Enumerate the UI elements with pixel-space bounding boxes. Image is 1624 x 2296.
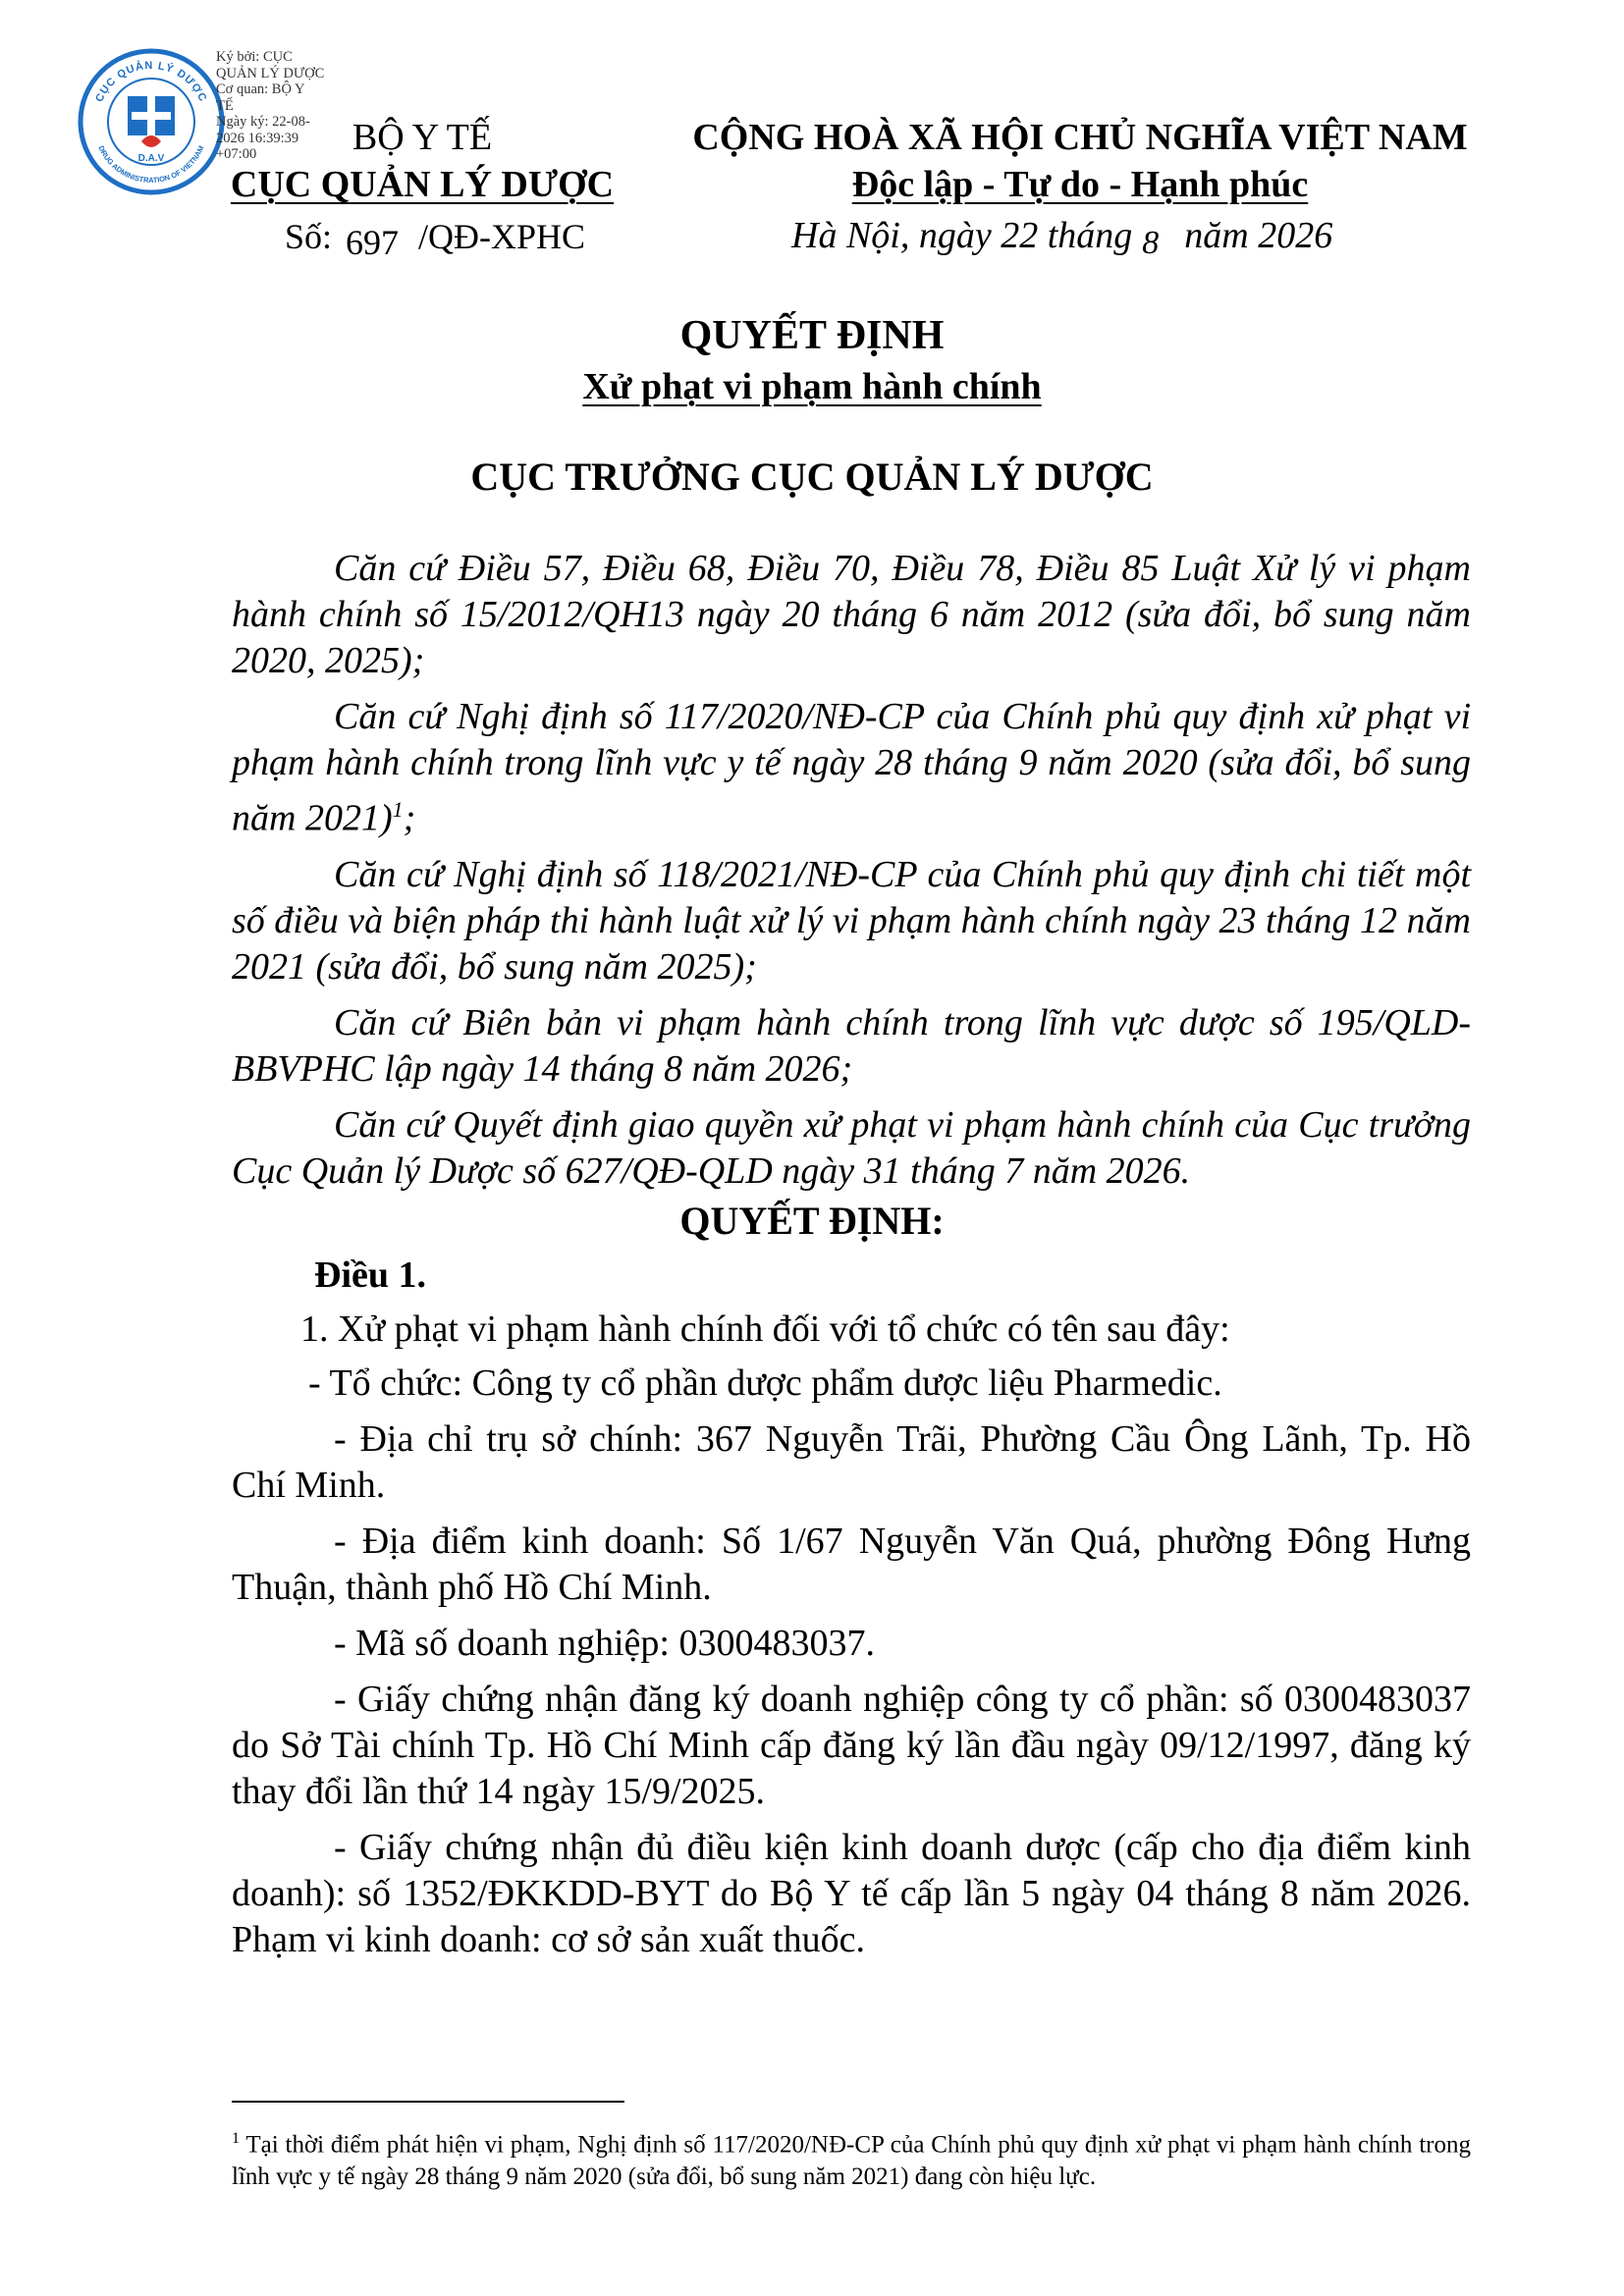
legal-basis-2-text: Căn cứ Nghị định số 117/2020/NĐ-CP của Chính phủ quy định xử phạt vi phạm hành chính trong lĩnh vực y tế ngày 28 tháng 9 năm 2020 (sửa đổi, bổ sung năm 2021) — [232, 696, 1471, 839]
enterprise-code: - Mã số doanh nghiệp: 0300483037. — [334, 1623, 875, 1664]
footnote-separator — [232, 2101, 624, 2103]
footnote-text: Tại thời điểm phát hiện vi phạm, Nghị định số 117/2020/NĐ-CP của Chính phủ quy định xử phạt vi phạm hành chính trong lĩnh vực y tế ngày 28 tháng 9 năm 2020 (sửa đổi, bổ sung năm 2021) đang còn hiệu lực. — [232, 2131, 1471, 2191]
svg-text:DRUG ADMINISTRATION OF VIETNAM: DRUG ADMINISTRATION OF VIETNAM — [96, 143, 206, 186]
document-title: QUYẾT ĐỊNH — [679, 313, 945, 358]
legal-basis-1: Căn cứ Điều 57, Điều 68, Điều 70, Điều 78, Điều 85 Luật Xử lý vi phạm hành chính số 15/2012/QH13 ngày 20 tháng 6 năm 2012 (sửa đổi, bổ sung năm 2020, 2025); — [232, 548, 1471, 681]
head-office-address: - Địa chỉ trụ sở chính: 367 Nguyễn Trãi, Phường Cầu Ông Lãnh, Tp. Hồ Chí Minh. — [232, 1418, 1471, 1506]
legal-basis-2 — [232, 694, 1471, 842]
decision-heading: QUYẾT ĐỊNH: — [679, 1199, 945, 1243]
legal-basis-5: Căn cứ Quyết định giao quyền xử phạt vi phạm hành chính của Cục trưởng Cục Quản lý Dược số 627/QĐ-QLD ngày 31 tháng 7 năm 2026. — [232, 1103, 1471, 1192]
date-month: 8 — [1142, 225, 1160, 261]
svg-text:CỤC QUẢN LÝ DƯỢC: CỤC QUẢN LÝ DƯỢC — [93, 59, 209, 104]
business-location: - Địa điểm kinh doanh: Số 1/67 Nguyễn Văn Quá, phường Đông Hưng Thuận, thành phố Hồ Chí Minh. — [232, 1521, 1471, 1608]
footnote-ref: 1 — [392, 797, 404, 822]
agency-name: CỤC QUẢN LÝ DƯỢC — [230, 164, 615, 205]
svg-text:D.A.V: D.A.V — [137, 153, 165, 164]
legal-bases — [232, 546, 1471, 1204]
legal-basis-2-end: ; — [403, 797, 416, 839]
national-motto: Độc lập - Tự do - Hạnh phúc — [851, 164, 1309, 205]
document-date — [791, 214, 1333, 261]
authority-heading: CỤC TRƯỞNG CỤC QUẢN LÝ DƯỢC — [470, 454, 1154, 499]
ministry-name: BỘ Y TẾ — [352, 117, 493, 158]
number-suffix: /QĐ-XPHC — [418, 217, 586, 256]
number-prefix: Số: — [285, 217, 333, 256]
number-value: 697 — [346, 223, 400, 262]
legal-basis-4: Căn cứ Biên bản vi phạm hành chính trong lĩnh vực dược số 195/QLD-BBVPHC lập ngày 14 tháng 8 năm 2026; — [232, 1001, 1471, 1090]
pharmacy-license: - Giấy chứng nhận đủ điều kiện kinh doanh dược (cấp cho địa điểm kinh doanh): số 1352/ĐKKDD-BYT do Bộ Y tế cấp lần 5 ngày 04 tháng 8 năm 2026. Phạm vi kinh doanh: cơ sở sản xuất thuốc. — [232, 1827, 1471, 1960]
date-year: năm 2026 — [1184, 215, 1333, 256]
article-1-heading: Điều 1. — [314, 1255, 426, 1296]
article-1 — [232, 1253, 1471, 1973]
document-number — [285, 216, 586, 262]
document-subtitle: Xử phạt vi phạm hành chính — [582, 366, 1042, 407]
national-header-block — [687, 114, 1473, 208]
signature-line: Cơ quan: BỘ Y — [216, 81, 305, 97]
date-day: 22 — [1001, 215, 1039, 256]
footnote-marker: 1 — [232, 2130, 240, 2147]
document-subtitle-wrap — [0, 365, 1624, 408]
date-prefix: Hà Nội, ngày — [791, 215, 992, 256]
footnote — [232, 2122, 1471, 2193]
country-name: CỘNG HOÀ XÃ HỘI CHỦ NGHĨA VIỆT NAM — [692, 117, 1468, 158]
signature-line: 2026 16:39:39 — [216, 130, 299, 146]
legal-basis-3: Căn cứ Nghị định số 118/2021/NĐ-CP của Chính phủ quy định chi tiết một số điều và biện pháp thi hành luật xử lý vi phạm hành chính ngày 23 tháng 12 năm 2021 (sửa đổi, bổ sung năm 2025); — [232, 853, 1471, 988]
issuing-agency-block — [177, 114, 668, 208]
signature-line: QUẢN LÝ DƯỢC — [216, 65, 325, 81]
organization-name: - Tổ chức: Công ty cổ phần dược phẩm dược liệu Pharmedic. — [308, 1362, 1222, 1404]
business-registration: - Giấy chứng nhận đăng ký doanh nghiệp công ty cổ phần: số 0300483037 do Sở Tài chính Tp. Hồ Chí Minh cấp đăng ký lần đầu ngày 09/12/1997, đăng ký thay đổi lần thứ 14 ngày 15/9/2025. — [232, 1679, 1471, 1812]
date-month-label: tháng — [1047, 215, 1133, 256]
signature-line: Ký bởi: CỤC — [216, 49, 293, 65]
signature-line: TẾ — [216, 97, 234, 114]
signature-line: Ngày ký: 22-08- — [216, 114, 310, 130]
article-1-item-1: 1. Xử phạt vi phạm hành chính đối với tổ chức có tên sau đây: — [300, 1308, 1230, 1350]
signature-line: +07:00 — [216, 146, 257, 162]
